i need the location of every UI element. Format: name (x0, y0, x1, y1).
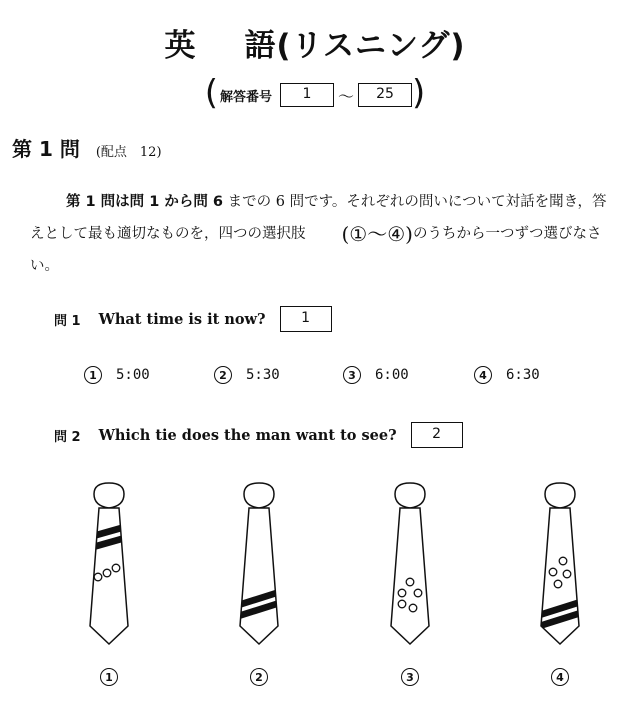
instructions-text-2: のうちから一つずつ選びなさい。 (30, 226, 602, 274)
option-3-text: 6:00 (375, 367, 409, 383)
tie-1-mark[interactable]: 1 (100, 668, 118, 686)
option-4[interactable] (474, 366, 540, 384)
question-1-options (0, 366, 630, 390)
range-tilde: ～ (338, 86, 355, 106)
tie-4-icon[interactable] (525, 478, 595, 650)
tie-option-labels (0, 668, 630, 692)
option-2-text: 5:30 (246, 367, 280, 383)
title-left: 英 (164, 28, 197, 64)
instructions-paragraph (30, 186, 615, 282)
range-to-box: 25 (358, 83, 412, 107)
option-1-text: 5:00 (116, 367, 150, 383)
answer-number-label: 解答番号 (219, 89, 272, 105)
option-2[interactable] (214, 366, 280, 384)
page-title (0, 20, 630, 65)
title-right: 語(リスニング) (244, 28, 466, 64)
section-heading (12, 133, 162, 162)
range-from-box: 1 (280, 83, 334, 107)
tie-1-icon[interactable] (74, 478, 144, 650)
option-3-mark: 3 (343, 366, 361, 384)
tie-3-mark[interactable]: 3 (401, 668, 419, 686)
question-2-answer-box[interactable]: 2 (411, 422, 463, 448)
section-points: (配点 12) (95, 145, 162, 160)
question-2 (54, 422, 463, 448)
tie-illustrations (0, 478, 630, 658)
question-1-number: 問 1 (54, 313, 81, 329)
option-1-mark: 1 (84, 366, 102, 384)
option-2-mark: 2 (214, 366, 232, 384)
question-2-text: Which tie does the man want to see? (98, 426, 397, 444)
question-2-number: 問 2 (54, 429, 81, 445)
range-close-paren: ) (412, 73, 426, 113)
tie-2-mark[interactable]: 2 (250, 668, 268, 686)
answer-number-range (0, 73, 630, 113)
option-4-mark: 4 (474, 366, 492, 384)
instructions-lead: 第 1 問は問 1 から問 6 (66, 194, 224, 210)
tie-4-mark[interactable]: 4 (551, 668, 569, 686)
option-1[interactable] (84, 366, 150, 384)
section-title: 第 1 問 (12, 137, 80, 161)
instructions-text-1: までの 6 問です。それぞれの問いについて対話を聞き，答えとして最も適切なものを，四つの選択肢 (30, 194, 607, 242)
tie-3-icon[interactable] (375, 478, 445, 650)
question-1-answer-box[interactable]: 1 (280, 306, 332, 332)
range-open-paren: ( (204, 73, 218, 113)
option-4-text: 6:30 (506, 367, 540, 383)
question-1-text: What time is it now? (98, 310, 266, 328)
option-3[interactable] (343, 366, 409, 384)
question-1 (54, 306, 332, 332)
tie-2-icon[interactable] (224, 478, 294, 650)
choice-range: (①～④) (341, 222, 413, 246)
